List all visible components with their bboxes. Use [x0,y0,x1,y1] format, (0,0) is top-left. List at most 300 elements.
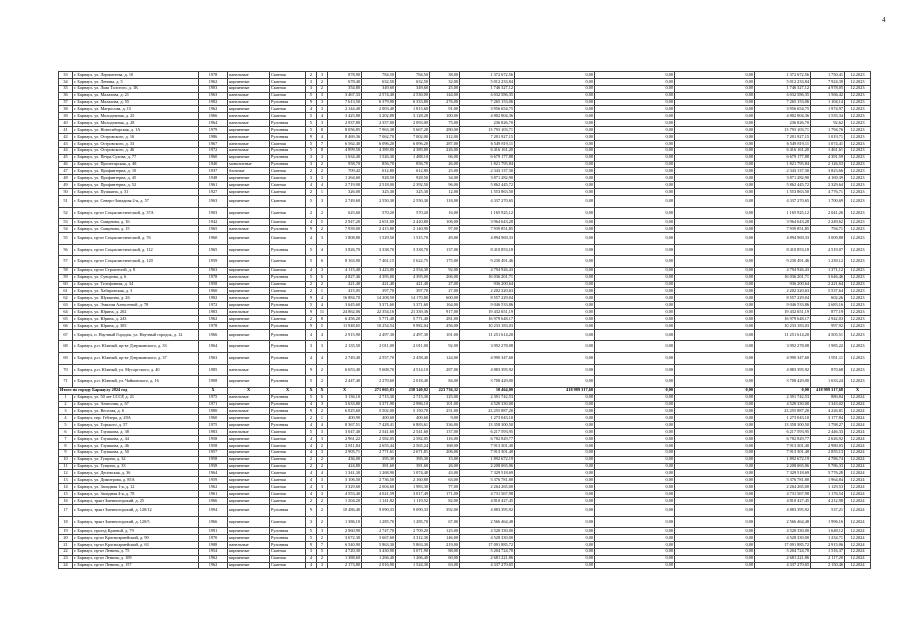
table-cell: 0,00 [595,456,675,463]
table-cell: 2 497,30 [396,329,430,341]
table-cell: 12.2023 [845,154,871,161]
table-cell: 2 [317,376,328,388]
table-cell: 1 524,30 [396,562,430,569]
table-cell: 0,00 [595,72,675,79]
table-row [59,555,871,562]
table-cell: Рулонная [270,99,306,106]
table-cell: 4 [306,491,317,498]
table-cell: кирпичные [228,78,270,85]
table-cell: 1 266,40 [396,555,430,562]
table-cell: 418 989 317,68 [811,387,845,394]
table-cell: 0,00 [595,562,675,569]
table-cell: 1965 [199,244,228,256]
table-cell: 15 [59,491,73,498]
table-cell: 2 747,70 [362,528,396,535]
table-cell: 2 736,50 [362,477,396,484]
table-cell: 8 410 853,18 [460,244,515,256]
table-cell: 12.2023 [845,189,871,196]
table-cell: 1 633,24 [811,376,845,388]
table-cell: 36 [59,92,73,99]
table-cell: 17 [59,504,73,516]
table-cell: 92,00 [430,341,460,353]
table-row [59,78,871,85]
table-cell: 0,00 [595,436,675,443]
table-cell: 12.2023 [845,147,871,154]
table-cell: 0,00 [675,422,755,429]
table-cell: 1 386,10 [328,516,362,528]
table-cell: 3 646,46 [811,274,845,281]
table-cell: кирпичные [228,491,270,498]
table-cell: 2 135,50 [328,341,362,353]
table-cell: 171,00 [430,491,460,498]
table-cell: X [317,387,328,394]
table-cell: 1 372 672,56 [460,72,515,79]
table-cell: 0,00 [515,376,595,388]
table-cell: 6 679 177,88 [460,154,515,161]
table-cell: 0,00 [675,449,755,456]
table-cell: 0,00 [515,352,595,364]
table-cell: Скатная [270,256,306,268]
table-cell: 0,00 [515,140,595,147]
table-cell: 0,00 [595,504,675,516]
table-cell: кирпичные [228,456,270,463]
table-cell: 9 [306,322,317,329]
table-cell: 6 549 819,11 [755,140,811,147]
table-cell: 0,00 [675,233,755,245]
table-cell: 0,00 [675,316,755,323]
table-cell: 4 731 567,98 [460,491,515,498]
table-cell: 4 [306,470,317,477]
table-cell: 3 [317,99,328,106]
table-cell: 0,00 [515,442,595,449]
table-cell: 8 [317,127,328,134]
table-cell: 325,30 [396,189,430,196]
table-cell: 1963 [199,196,228,208]
table-cell: панельные [228,92,270,99]
table-cell: 46 [59,161,73,168]
table-cell: 48 [59,175,73,182]
table-cell: 0,00 [515,256,595,268]
table-cell: 0,00 [515,120,595,127]
table-cell: 2 041,26 [811,207,845,219]
table-row [59,376,871,388]
table-cell: 2 173,80 [328,562,362,569]
table-cell: 4 894 969,33 [460,233,515,245]
table-cell: 5 537,64 [811,288,845,295]
table-cell: г. Барнаул, р.п. Южный, ул. Чайковского, д. 16 [73,376,199,388]
table-cell: Рулонная [270,341,306,353]
table-cell: 6 [317,394,328,401]
table-row [59,120,871,127]
table-cell: Скатная [270,470,306,477]
table-cell: 1975 [199,422,228,429]
table-cell: 0,00 [675,85,755,92]
table-cell: 2 004,60 [362,484,396,491]
table-cell: 51 [59,196,73,208]
table-cell: 4 [317,302,328,309]
table-cell: 0,00 [595,295,675,302]
table-cell: 1960 [199,288,228,295]
table-cell: 0,00 [675,226,755,233]
table-cell: 84,00 [430,376,460,388]
table-cell: 0,00 [675,120,755,127]
table-cell: 3 871 282,90 [755,175,811,182]
table-cell: кирпичные [228,219,270,226]
table-cell: 0,00 [675,528,755,535]
table-cell: 9 [306,504,317,516]
table-cell: 37 [59,99,73,106]
table-cell: 0,00 [515,322,595,329]
table-cell: 0,00 [515,484,595,491]
table-cell: 236 826,70 [755,120,811,127]
table-cell: 4 391,59 [811,154,845,161]
table-cell: 3 [306,341,317,353]
table-cell: 3 047,40 [328,429,362,436]
table-cell: 3 071,90 [396,548,430,555]
table-cell: 0,00 [675,548,755,555]
table-cell: 1948 [199,175,228,182]
table-cell: г. Барнаул, ул. Гущина, д. 33 [73,463,199,470]
table-cell: Скатная [270,436,306,443]
table-cell: 5 [306,302,317,309]
table-cell: 9 090,33 [362,504,396,516]
table-cell: Рулонная [270,394,306,401]
table-cell: 456,00 [430,322,460,329]
table-cell: 0,00 [515,449,595,456]
table-cell: 0,00 [515,408,595,415]
table-cell: 3 992 278,08 [460,341,515,353]
table-cell: г. Барнаул, ул. Смирнова, д. 16 [73,219,199,226]
table-cell: 0,00 [675,175,755,182]
table-cell: Рулонная [270,147,306,154]
table-cell: 12.2024 [845,463,871,470]
table-cell: 0,00 [595,288,675,295]
table-row [59,256,871,268]
table-cell: 3 [306,548,317,555]
table-row [59,456,871,463]
table-cell: 3 633,80 [328,401,362,408]
table-cell: 42 [59,134,73,141]
table-cell: 3 [317,92,328,99]
table-cell: 2 018,40 [396,376,430,388]
table-cell: Рулонная [270,541,306,548]
table-cell: 60 [59,281,73,288]
table-cell: 0,00 [515,161,595,168]
table-cell: 0,00 [675,106,755,113]
table-cell: 13 358 300,50 [460,422,515,429]
table-cell: 0,00 [515,555,595,562]
table-cell: 1 815,60 [396,106,430,113]
table-cell: 1962 [199,78,228,85]
table-row [59,341,871,353]
table-cell: кирпичные [228,175,270,182]
table-cell: 1970 [199,534,228,541]
table-cell: 4 883 395,92 [755,504,811,516]
table-cell: 856,70 [362,161,396,168]
table-cell: 9 230 491,46 [755,256,811,268]
table-cell: 61 [59,288,73,295]
table-cell: 9 [306,364,317,376]
table-cell: Рулонная [270,534,306,541]
table-cell: кирпичные [228,267,270,274]
table-cell: 936 200,64 [460,281,515,288]
table-cell: 0,00 [595,161,675,168]
table-cell: г. Барнаул, ул. Эмилии Алексеевой, д. 78 [73,302,199,309]
table-cell: 39 [59,113,73,120]
table-cell: 4 032 586,35 [460,92,515,99]
table-cell: 12.2023 [845,72,871,79]
table-cell: 0,00 [675,244,755,256]
table-cell: 0,00 [595,408,675,415]
table-cell: 7 939 851,85 [460,226,515,233]
table-cell: 3 [317,491,328,498]
table-cell: 23 255 887,20 [460,408,515,415]
table-cell: 10 254,54 [362,322,396,329]
table-row [59,226,871,233]
table-cell: 2 709,20 [396,528,430,535]
table-cell: 12.2023 [845,256,871,268]
table-cell: 2 565,24 [396,442,430,449]
table-cell: 69 [59,352,73,364]
table-cell: 0,00 [595,168,675,175]
table-cell: 397,70 [396,288,430,295]
table-cell: 0,00 [515,182,595,189]
table-cell: 1965 [199,226,228,233]
table-cell: г. Барнаул, п. Научный Городок, ул. Научный городок, д. 12 [73,329,199,341]
table-cell: 2 937,80 [328,120,362,127]
table-cell: 2 003,40 [362,106,396,113]
table-cell: 5 776,28 [811,470,845,477]
table-cell: 14 208,50 [362,295,396,302]
table-cell: г. Барнаул, пр-кт Социалистический, д. 120 [73,256,199,268]
table-cell: 164,00 [430,302,460,309]
table-cell: панельные [228,364,270,376]
table-cell: 2 [306,72,317,79]
table-cell: 4 [306,329,317,341]
table-cell: 0,00 [595,341,675,353]
table-cell: г. Барнаул, пр-кт Красноармейский, д. 90 [73,534,199,541]
table-cell: 1 273 043,10 [755,415,811,422]
table-cell: 1 268,90 [362,470,396,477]
table-cell: 32,00 [430,78,460,85]
table-cell: 2 343 137,30 [460,168,515,175]
table-cell: 1954 [199,548,228,555]
table-cell: 0,00 [595,274,675,281]
table-cell: 6 562,40 [328,140,362,147]
table-cell: 4 [317,113,328,120]
table-cell: 1988 [199,541,228,548]
table-cell: 397,70 [362,288,396,295]
table-cell: 1 176,54 [811,491,845,498]
table-cell: 0,00 [515,541,595,548]
table-cell: 1983 [199,429,228,436]
table-cell: 2 811,84 [328,442,362,449]
table-cell: 4 528 330,00 [460,401,515,408]
table-cell: 1 104,14 [811,99,845,106]
table-cell: 12.2023 [845,219,871,226]
table-cell: 11 251 614,20 [755,329,811,341]
table-cell: г. Барнаул, ул. Деповская, д. 36 [73,470,199,477]
table-cell: 3 [317,477,328,484]
table-cell: 23 255 887,20 [755,408,811,415]
table-cell: 7 201 927,15 [755,134,811,141]
table-cell: 0,00 [595,106,675,113]
table-cell: 101,00 [430,401,460,408]
table-cell: 137,00 [430,429,460,436]
table-cell: 0,00 [595,267,675,274]
table-cell: 2 574,40 [362,92,396,99]
table-cell: 19 [59,528,73,535]
table-cell: 421,40 [328,281,362,288]
table-cell: 13 793 103,71 [460,127,515,134]
table-cell: 7 [59,436,73,443]
housing-program-table [58,71,871,569]
table-cell: 12.2023 [845,267,871,274]
table-cell: 3 [306,154,317,161]
table-cell: 12.2024 [845,498,871,505]
table-cell: 12.2023 [845,364,871,376]
table-cell: 4 776,71 [811,189,845,196]
table-cell: г. Барнаул, ул. Димитрова, д. 85А [73,477,199,484]
table-cell: Рулонная [270,302,306,309]
table-cell: 0,00 [675,436,755,443]
table-cell: 0,00 [515,244,595,256]
table-cell: 0,00 [675,408,755,415]
table-cell: 0,00 [515,168,595,175]
table-cell: 7 913 301,40 [460,449,515,456]
table-cell: кирпичные [228,528,270,535]
table-cell: кирпичные [228,256,270,268]
table-cell: 100,00 [430,113,460,120]
table-cell: 2 541,60 [396,429,430,436]
table-cell: 1 074,40 [396,470,430,477]
table-cell: Скатная [270,498,306,505]
table-row [59,281,871,288]
table-cell: 1 808,80 [328,233,362,245]
table-cell: 12.2023 [845,226,871,233]
table-cell: 3 [306,516,317,528]
table-cell: 226,00 [430,147,460,154]
table-cell: Рулонная [270,309,306,316]
table-cell: 9,00 [430,415,460,422]
table-cell: 27,00 [430,281,460,288]
table-cell: 2 270,60 [362,376,396,388]
table-cell: 784,50 [396,72,430,79]
table-cell: 2 [317,364,328,376]
table-cell: 880,84 [811,394,845,401]
table-cell: 5 [306,127,317,134]
table-row [59,127,871,134]
table-cell: 1962 [199,316,228,323]
table-cell: 71 [59,376,73,388]
table-cell: 35 [59,85,73,92]
table-cell: 0,00 [515,154,595,161]
table-cell: 12.2024 [845,449,871,456]
table-cell: 12.2024 [845,491,871,498]
table-cell: 5 771,40 [362,316,396,323]
table-cell: 6 [59,429,73,436]
table-cell: 5 863,30 [362,541,396,548]
page-number: 4 [882,16,886,24]
table-cell: 3 371,60 [396,302,430,309]
table-cell: г. Барнаул, пр-кт Социалистический, д. 37А [73,207,199,219]
table-cell: 43 [59,140,73,147]
table-cell: кирпичные [228,436,270,443]
table-cell: 2 915,90 [328,329,362,341]
table-cell: 33 [59,72,73,79]
table-cell: 1957 [199,449,228,456]
table-cell: 1 019,71 [811,134,845,141]
table-cell: 381,60 [396,463,430,470]
table-cell: 12.2024 [845,528,871,535]
table-cell: 12.2023 [845,207,871,219]
table-cell: кирпичные [228,463,270,470]
table-cell: 2 771,61 [362,449,396,456]
table-cell: 0,00 [595,182,675,189]
table-cell: 381,60 [362,463,396,470]
table-row [59,274,871,281]
table-cell: 125,00 [430,394,460,401]
table-cell: 0,00 [595,127,675,134]
table-cell: г. Барнаул, ул. Глушкова, д. 50 [73,449,199,456]
table-cell: 1958 [199,456,228,463]
table-cell: 0,00 [675,127,755,134]
table-cell: кирпичные [228,449,270,456]
table-cell: 58 [59,267,73,274]
table-cell: 4 [59,415,73,422]
table-cell: 1 553 863,50 [755,189,811,196]
table-cell: 2 566 464,48 [755,516,811,528]
table-cell: 2 202 320,63 [755,288,811,295]
table-cell: 3 [317,429,328,436]
table-row [59,422,871,429]
table-cell: 1994 [199,504,228,516]
table-cell: панельные [228,134,270,141]
table-cell: 4 389,80 [362,147,396,154]
table-cell: 0,00 [515,548,595,555]
table-cell: г. Барнаул, ул. Малахова, д. 21 [73,92,199,99]
table-cell: 3 430,90 [362,548,396,555]
table-cell: 7 329 518,69 [755,470,811,477]
table-cell: 17 091 885,72 [460,541,515,548]
table-cell: 0,00 [675,274,755,281]
table-cell: 0,00 [515,175,595,182]
table-cell: 392,00 [430,504,460,516]
table-cell: 0,00 [515,309,595,316]
table-cell: 2 961,22 [328,436,362,443]
table-cell: 1 341,30 [328,470,362,477]
table-cell: 6 333,80 [396,99,430,106]
table-cell: 4 337 270,65 [755,196,811,208]
table-cell: 7 963,38 [362,127,396,134]
table-cell: 10 464,00 [460,387,515,394]
table-cell: 6 549 819,11 [460,140,515,147]
table-cell: Рулонная [270,364,306,376]
table-row [59,408,871,415]
table-cell: 2 681 221,86 [755,555,811,562]
table-cell: 0,00 [595,364,675,376]
table-cell: 5 204 724,78 [460,548,515,555]
table-cell: 12.2023 [845,316,871,323]
table-row [59,207,871,219]
table-cell: 1964 [199,341,228,353]
table-cell: 12.2023 [845,106,871,113]
table-cell: 2 [317,456,328,463]
table-cell: 92,62 [811,120,845,127]
table-cell: 7 265 153,06 [460,99,515,106]
table-cell: 400,60 [362,415,396,422]
table-cell: 0,00 [595,470,675,477]
